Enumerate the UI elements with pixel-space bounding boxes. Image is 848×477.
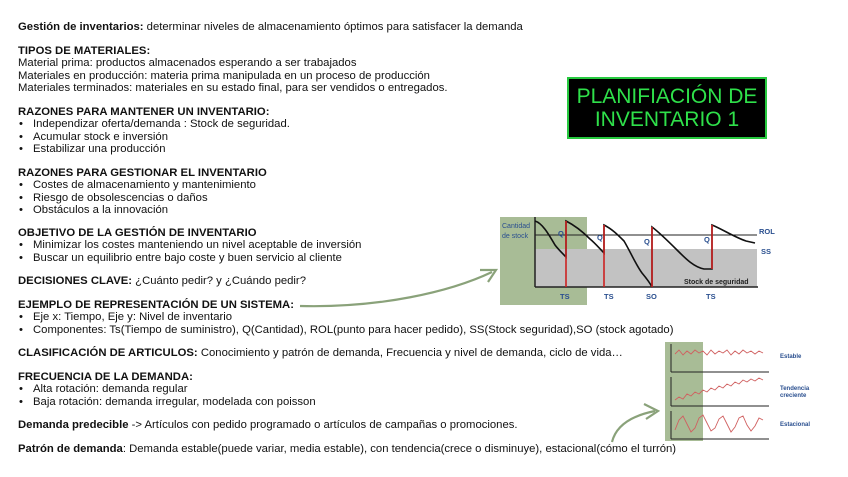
title-line-1: PLANIFIACIÓN DE <box>576 85 758 108</box>
objetivo-heading: OBJETIVO DE LA GESTIÓN DE INVENTARIO <box>18 227 257 239</box>
list-item: • Acumular stock e inversión <box>18 131 658 143</box>
y-axis-label: de stock <box>502 233 529 240</box>
clasificacion-text: Conocimiento y patrón de demanda, Frecuencia y nivel de demanda, ciclo de vida… <box>197 347 623 359</box>
q-label: Q <box>558 229 564 238</box>
stock-label: Stock de seguridad <box>684 279 749 286</box>
list-item: • Alta rotación: demanda regular <box>18 383 658 395</box>
x-axis-label: TS <box>706 292 716 301</box>
predecible-label: Demanda predecible <box>18 419 129 431</box>
patron-text: : Demanda estable(puede variar, media estable), con tendencia(crece o disminuye), estacional(cómo el turrón) <box>122 443 677 455</box>
pattern-label-stable: Estable <box>780 354 802 360</box>
pattern-label-seasonal: Estacional <box>780 422 811 428</box>
demand-pattern-chart <box>665 342 815 442</box>
x-axis-label: TS <box>604 292 614 301</box>
q-label: Q <box>704 235 710 244</box>
tipos-line: Materiales terminados: materiales en su estado final, para ser vendidos o entregados. <box>18 81 448 94</box>
x-axis-label: SO <box>646 292 657 301</box>
pattern-label-trend: Tendencia creciente <box>780 386 810 399</box>
tipos-heading: TIPOS DE MATERIALES: <box>18 45 151 57</box>
list-item: • Componentes: Ts(Tiempo de suministro), Q(Cantidad), ROL(punto para hacer pedido), SS(Stock seguridad),SO (stock agotado) <box>18 324 658 336</box>
razones-gestionar-heading: RAZONES PARA GESTIONAR EL INVENTARIO <box>18 167 267 179</box>
patron-label: Patrón de demanda <box>18 443 123 455</box>
list-item: • Estabilizar una producción <box>18 143 658 155</box>
rol-label: ROL <box>759 227 775 236</box>
tipos-line: Material prima: productos almacenados esperando a ser trabajados <box>18 57 357 70</box>
ss-label: SS <box>761 247 772 256</box>
list-item: • Independizar oferta/demanda : Stock de seguridad. <box>18 118 658 130</box>
list-item: • Costes de almacenamiento y mantenimiento <box>18 179 658 191</box>
list-item: • Buscar un equilibrio entre bajo coste y buen servicio al cliente <box>18 252 658 264</box>
list-item: • Eje x: Tiempo, Eje y: Nivel de inventario <box>18 311 658 323</box>
decisiones-label: DECISIONES CLAVE: <box>18 275 133 287</box>
list-item: • Obstáculos a la innovación <box>18 204 658 216</box>
decisiones-text: ¿Cuánto pedir? y ¿Cuándo pedir? <box>132 275 306 287</box>
intro-label: Gestión de inventarios: <box>18 21 144 33</box>
predecible-text: -> Artículos con pedido programado o artículos de campañas o promociones. <box>128 419 518 431</box>
clasificacion-label: CLASIFICACIÓN DE ARTICULOS: <box>18 347 198 359</box>
q-label: Q <box>597 233 603 242</box>
list-item: • Minimizar los costes manteniendo un nivel aceptable de inversión <box>18 239 658 251</box>
intro-text: determinar niveles de almacenamiento óptimos para satisfacer la demanda <box>143 21 523 33</box>
list-item: • Riesgo de obsolescencias o daños <box>18 192 658 204</box>
razones-mantener-heading: RAZONES PARA MANTENER UN INVENTARIO: <box>18 106 270 118</box>
y-axis-label: Cantidad <box>502 223 531 230</box>
frecuencia-heading: FRECUENCIA DE LA DEMANDA: <box>18 371 193 383</box>
list-item: • Baja rotación: demanda irregular, modelada con poisson <box>18 396 658 408</box>
title-line-2: INVENTARIO 1 <box>594 108 740 131</box>
x-axis-label: TS <box>560 292 570 301</box>
tipos-line: Materiales en producción: materia prima manipulada en un proceso de producción <box>18 69 430 82</box>
ejemplo-heading: EJEMPLO DE REPRESENTACIÓN DE UN SISTEMA: <box>18 299 294 311</box>
q-label: Q <box>644 237 650 246</box>
